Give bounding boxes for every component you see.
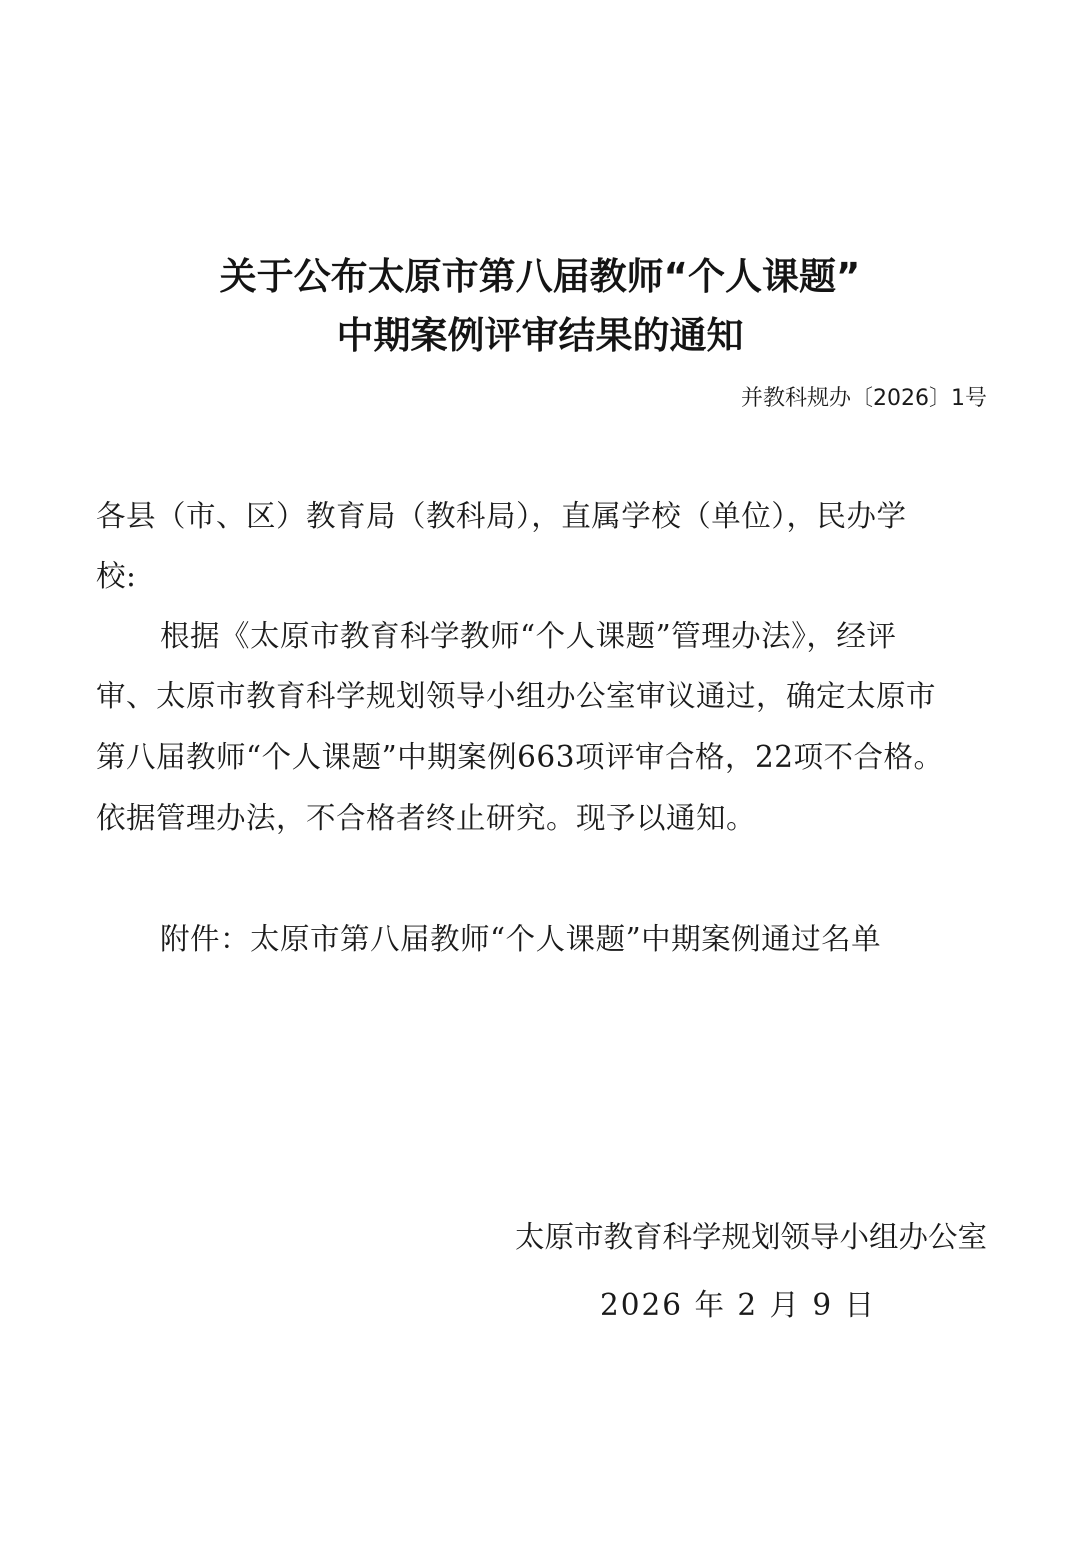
salutation-line-1: 各县（市、区）教育局（教科局），直属学校（单位），民办学 — [96, 499, 907, 533]
salutation-line-2: 校: — [96, 559, 137, 593]
document-title-line-1: 关于公布太原市第八届教师“个人课题” — [219, 255, 861, 298]
body-line-1: 根据《太原市教育科学教师“个人课题”管理办法》，经评 — [160, 619, 897, 653]
body-line-4: 依据管理办法，不合格者终止研究。现予以通知。 — [96, 801, 757, 835]
attachment-line: 附件：太原市第八届教师“个人课题”中期案例通过名单 — [160, 922, 882, 956]
body-line-3: 第八届教师“个人课题”中期案例663项评审合格，22项不合格。 — [96, 740, 944, 774]
document-title-line-2: 中期案例评审结果的通知 — [336, 314, 744, 357]
document-number: 并教科规办〔2026〕1号 — [741, 386, 987, 411]
signature-organization: 太原市教育科学规划领导小组办公室 — [514, 1220, 987, 1254]
body-line-2: 审、太原市教育科学规划领导小组办公室审议通过，确定太原市 — [96, 679, 937, 713]
signature-date: 2026 年 2 月 9 日 — [600, 1288, 876, 1322]
